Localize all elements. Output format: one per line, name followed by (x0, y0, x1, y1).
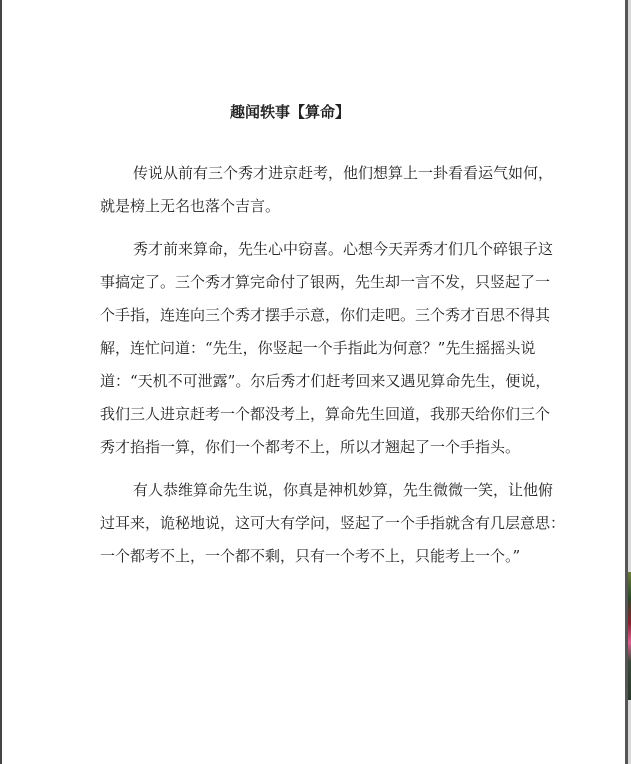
text-line: 道：“天机不可泄露”。尔后秀才们赶考回来又遇见算命先生，便说， (100, 372, 551, 390)
text-line: 事搞定了。三个秀才算完命付了银两，先生却一言不发，只竖起了一 (100, 273, 551, 291)
text-line: 就是榜上无名也落个吉言。 (100, 197, 281, 215)
paragraph-2 (100, 238, 554, 469)
text-line: 过耳来，诡秘地说，这可大有学问，竖起了一个手指就含有几层意思： (100, 514, 566, 532)
text-line: 传说从前有三个秀才进京赶考，他们想算上一卦看看运气如何， (133, 164, 554, 182)
document-title: 趣闻轶事【算命】 (229, 103, 350, 121)
text-line: 秀才掐指一算，你们一个都考不上，所以才翘起了一个手指头。 (100, 438, 521, 456)
paragraph-1 (100, 162, 554, 228)
text-line: 解，连忙问道：“先生，你竖起一个手指此为何意？”先生摇摇头说 (100, 339, 536, 357)
text-line: 个手指，连连向三个秀才摆手示意，你们走吧。三个秀才百思不得其 (100, 306, 551, 324)
text-line: 我们三人进京赶考一个都没考上，算命先生回道，我那天给你们三个 (100, 405, 551, 423)
text-line: 一个都考不上，一个都不剩，只有一个考不上，只能考上一个。” (100, 547, 521, 565)
text-line: 秀才前来算命，先生心中窃喜。心想今天弄秀才们几个碎银子这 (133, 240, 554, 258)
text-line: 有人恭维算命先生说，你真是神机妙算，先生微微一笑，让他俯 (133, 481, 554, 499)
paragraph-3 (100, 479, 566, 578)
